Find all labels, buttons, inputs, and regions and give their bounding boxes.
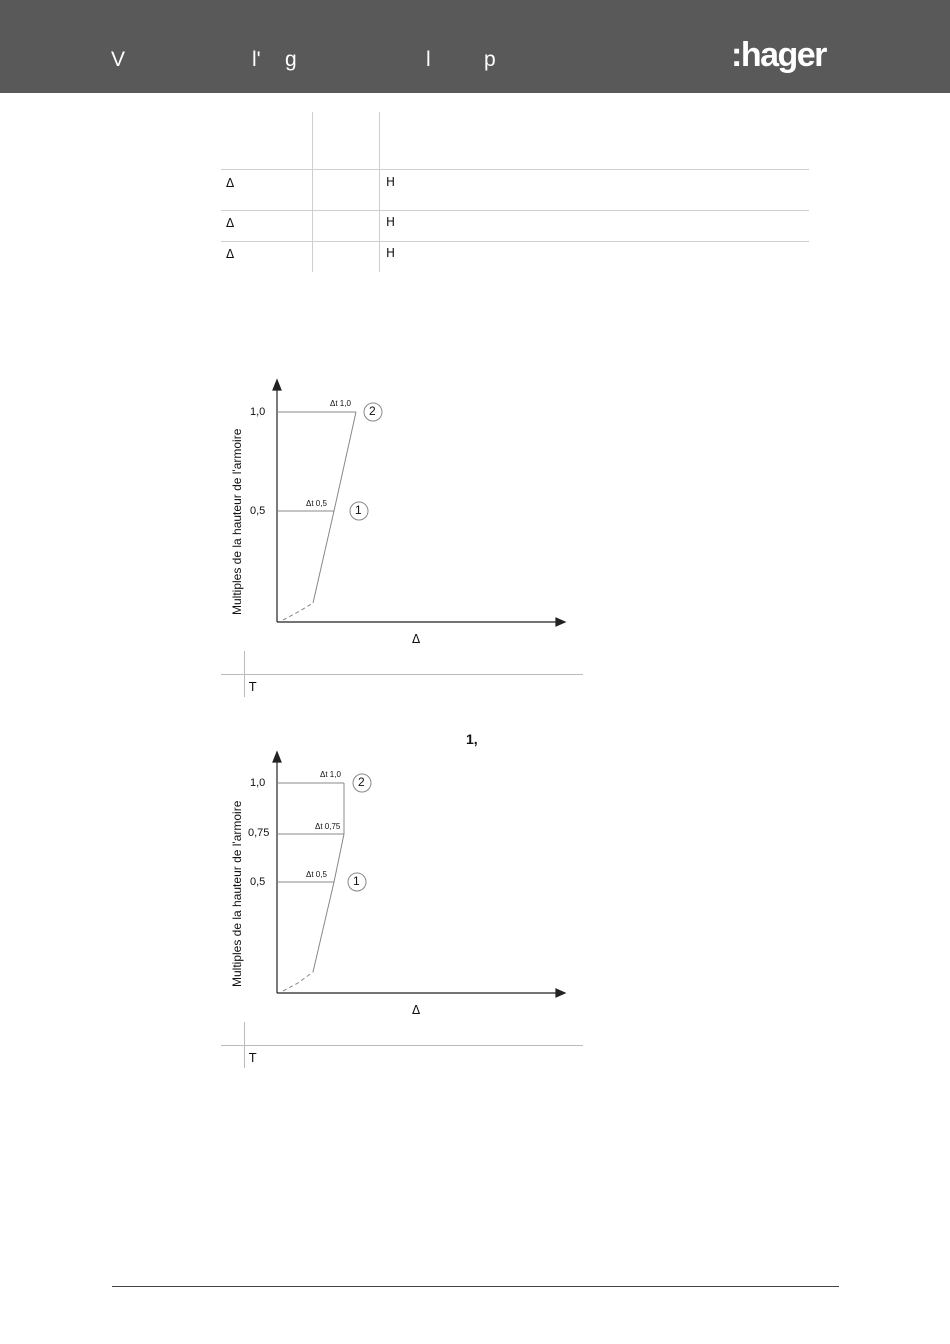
table-cell: H <box>386 175 396 189</box>
delta-annotation: Δt 1,0 <box>320 770 341 779</box>
legend-text: T <box>249 1051 257 1065</box>
x-axis-label: Δ <box>412 632 421 646</box>
y-tick-label: 1,0 <box>250 777 266 789</box>
footer-rule <box>112 1286 839 1287</box>
y-tick-label: 0,75 <box>248 827 270 839</box>
pressure-curve-dashed <box>283 972 313 991</box>
y-tick-label: 0,5 <box>250 876 266 888</box>
circle-label: 1 <box>355 503 362 517</box>
hager-logo: :hager <box>731 36 826 74</box>
delta-annotation: Δt 1,0 <box>330 399 351 408</box>
pressure-curve <box>313 834 344 972</box>
legend-divider <box>221 1045 583 1046</box>
table-cell: H <box>386 215 396 229</box>
figure-caption: 1, <box>466 731 478 747</box>
header-fragment: V <box>111 48 126 71</box>
y-tick-label: 0,5 <box>250 505 266 517</box>
delta-annotation: Δt 0,5 <box>306 870 327 879</box>
header-fragment: l' <box>252 48 261 71</box>
legend-text: T <box>249 680 257 694</box>
circle-label: 2 <box>369 404 376 418</box>
delta-annotation: Δt 0,5 <box>306 499 327 508</box>
y-axis-label: Multiples de la hauteur de l'armoire <box>230 428 244 615</box>
x-axis-label: Δ <box>412 1003 421 1017</box>
delta-annotation: Δt 0,75 <box>315 822 341 831</box>
table-cell: Δ <box>226 176 235 190</box>
header-fragment: g <box>285 48 297 71</box>
table-cell: Δ <box>226 247 235 261</box>
circle-label: 2 <box>358 775 365 789</box>
circle-label: 1 <box>353 874 360 888</box>
header-fragment: l <box>426 48 431 71</box>
y-tick-label: 1,0 <box>250 406 266 418</box>
x-axis-arrow-icon <box>556 989 565 997</box>
table-cell: H <box>386 246 396 260</box>
header-fragment: p <box>484 48 496 71</box>
y-axis-label: Multiples de la hauteur de l'armoire <box>230 800 244 987</box>
y-axis-arrow-icon <box>273 752 281 762</box>
table-cell: Δ <box>226 216 235 230</box>
